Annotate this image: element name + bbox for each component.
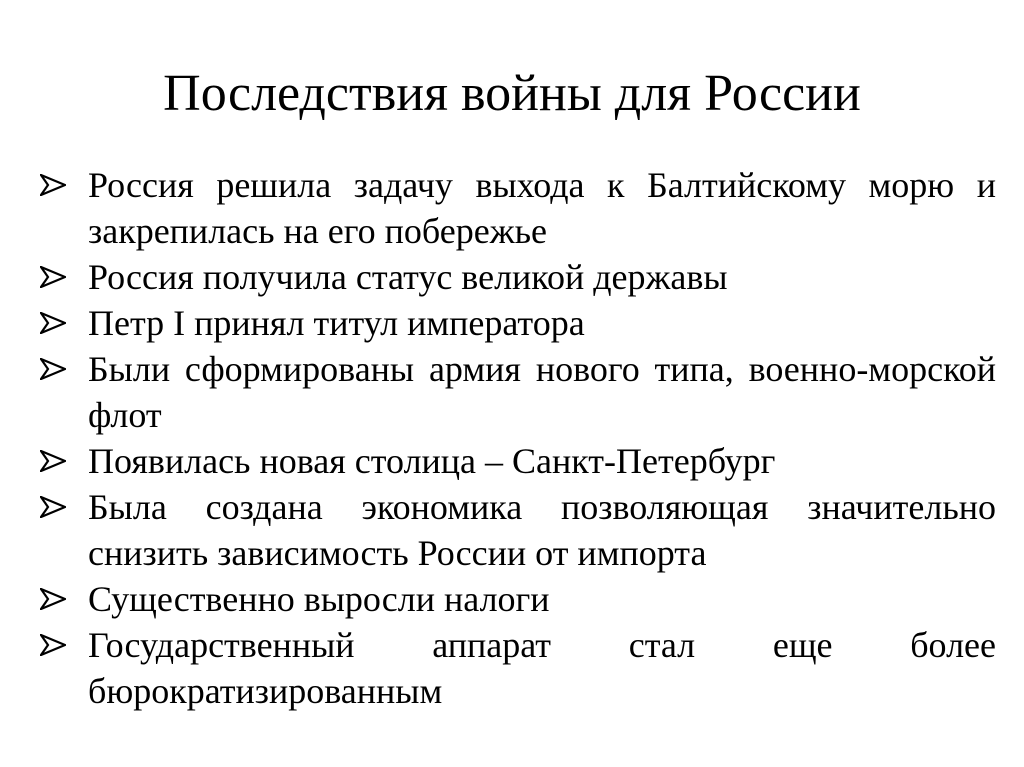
arrowhead-bullet-icon xyxy=(40,300,88,346)
arrowhead-bullet-icon xyxy=(40,162,88,208)
bullet-item-1 xyxy=(40,162,996,254)
arrowhead-bullet-icon xyxy=(40,622,88,668)
arrowhead-bullet-icon xyxy=(40,254,88,300)
arrowhead-bullet-icon xyxy=(40,346,88,392)
slide-title: Последствия войны для России xyxy=(163,65,861,122)
bullet-item-7 xyxy=(40,576,996,622)
bullet-text: Россия решила задачу выхода к Балтийскому морю и закрепилась на его побережье xyxy=(88,165,996,251)
arrowhead-bullet-icon xyxy=(40,484,88,530)
arrowhead-bullet-icon xyxy=(40,576,88,622)
bullet-item-6 xyxy=(40,484,996,576)
bullet-text: Существенно выросли налоги xyxy=(88,579,550,619)
bullet-item-5 xyxy=(40,438,996,484)
bullet-item-2 xyxy=(40,254,996,300)
bullet-list xyxy=(40,162,996,714)
bullet-text: Была создана экономика позволяющая значительно снизить зависимость России от импорта xyxy=(88,487,996,573)
bullet-item-3 xyxy=(40,300,996,346)
bullet-item-4 xyxy=(40,346,996,438)
bullet-text: Петр I принял титул императора xyxy=(88,303,585,343)
bullet-text: Россия получила статус великой державы xyxy=(88,257,728,297)
bullet-item-8 xyxy=(40,622,996,714)
arrowhead-bullet-icon xyxy=(40,438,88,484)
bullet-text: Появилась новая столица – Санкт-Петербург xyxy=(88,441,776,481)
bullet-text: Государственный аппарат стал еще более бюрократизированным xyxy=(88,625,996,711)
bullet-text: Были сформированы армия нового типа, военно-морской флот xyxy=(88,349,996,435)
